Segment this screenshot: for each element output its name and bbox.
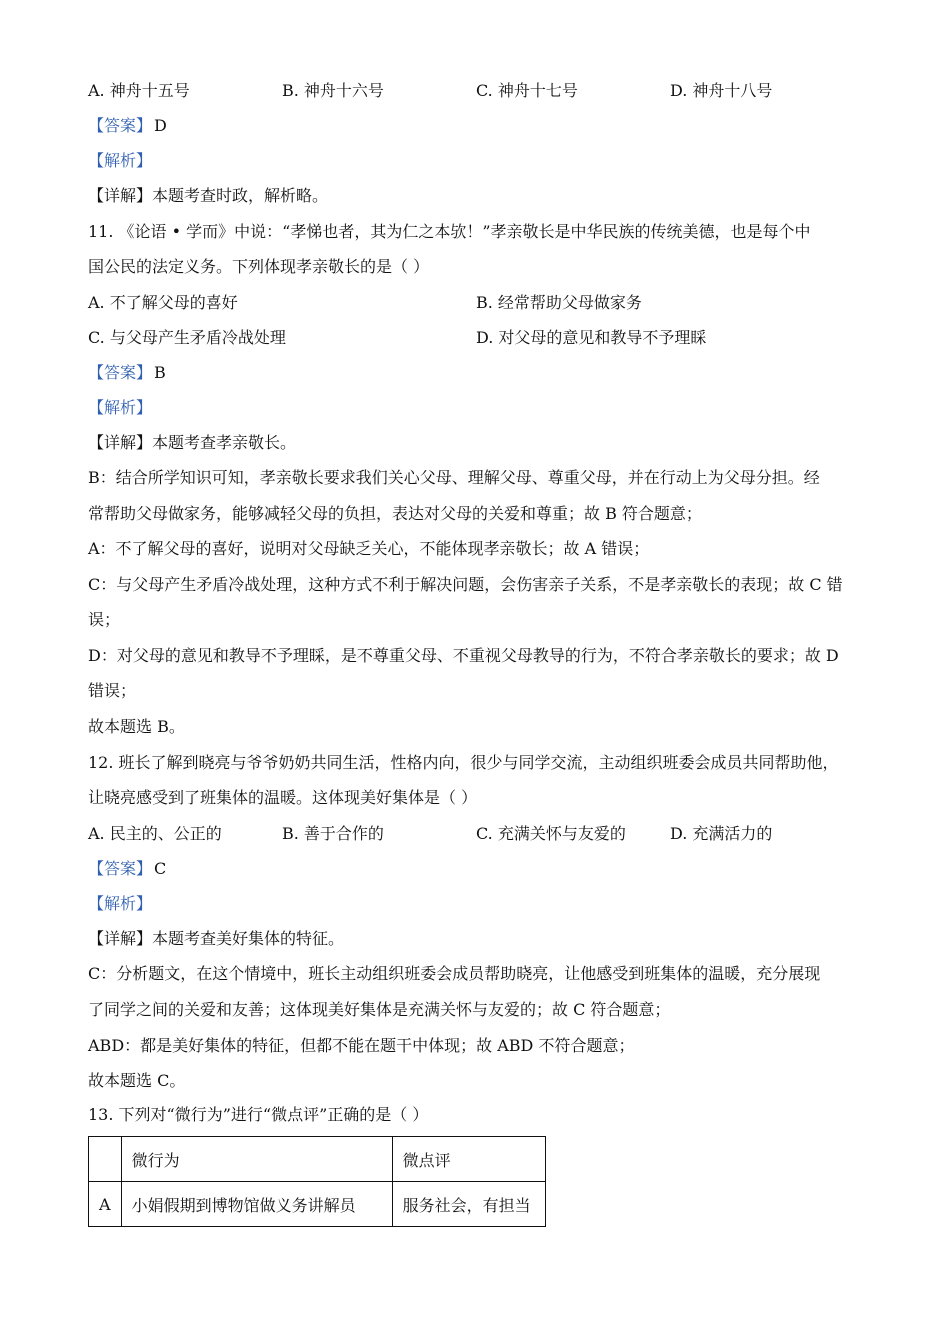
q12-conclusion: 故本题选 C。 [88, 1071, 186, 1090]
q11-option-c: C. 与父母产生矛盾冷战处理 [88, 328, 286, 347]
table-cell: 小娟假期到博物馆做义务讲解员 [121, 1182, 392, 1227]
q12-answer [88, 858, 166, 880]
q10-option-b: B. 神舟十六号 [282, 81, 384, 100]
q11-detail: 【详解】本题考查孝亲敬长。 [88, 433, 297, 452]
answer-value: D [154, 116, 167, 135]
q11-stem-line-2: 国公民的法定义务。下列体现孝亲敬长的是（ ） [88, 257, 430, 276]
q12-option-d: D. 充满活力的 [670, 824, 773, 843]
q10-detail: 【详解】本题考查时政，解析略。 [88, 186, 329, 205]
q10-option-a: A. 神舟十五号 [88, 81, 190, 100]
table-header-cell: 微点评 [392, 1137, 545, 1182]
table-row [89, 1182, 546, 1227]
table-header-row [89, 1137, 546, 1182]
q11-analysis-line: D：对父母的意见和教导不予理睬，是不尊重父母、不重视父母教导的行为，不符合孝亲敬长的要求；故 D [88, 646, 839, 665]
q12-analysis-line: C：分析题文，在这个情境中，班长主动组织班委会成员帮助晓亮，让他感受到班集体的温暖，充分展现 [88, 964, 821, 983]
answer-value: C [154, 859, 167, 878]
q12-stem-line-1: 12. 班长了解到晓亮与爷爷奶奶共同生活，性格内向，很少与同学交流，主动组织班委会成员共同帮助他， [88, 753, 839, 772]
table-header-cell [89, 1137, 122, 1182]
answer-value: B [154, 363, 166, 382]
q11-analysis-line: 误； [88, 610, 121, 629]
answer-tag: 【答案】 [88, 859, 153, 878]
q11-analysis-line: C：与父母产生矛盾冷战处理，这种方式不利于解决问题，会伤害亲子关系，不是孝亲敬长的表现；故 C 错 [88, 575, 843, 594]
q11-option-b: B. 经常帮助父母做家务 [476, 293, 642, 312]
q11-answer [88, 362, 166, 384]
q11-stem-line-1: 11. 《论语 • 学而》中说：“孝悌也者，其为仁之本欤！”孝亲敬长是中华民族的传统美德，也是每个中 [88, 222, 811, 241]
q13-table [88, 1136, 546, 1227]
q10-answer [88, 115, 167, 137]
q11-analysis-line: 常帮助父母做家务，能够减轻父母的负担，表达对父母的关爱和尊重；故 B 符合题意； [88, 504, 702, 523]
q12-analysis-line: ABD：都是美好集体的特征，但都不能在题干中体现；故 ABD 不符合题意； [88, 1036, 635, 1055]
q11-analysis-line: B：结合所学知识可知，孝亲敬长要求我们关心父母、理解父母、尊重父母，并在行动上为父母分担。经 [88, 468, 820, 487]
q12-detail: 【详解】本题考查美好集体的特征。 [88, 929, 345, 948]
q12-analysis-tag: 【解析】 [88, 894, 153, 913]
q11-analysis-line: A：不了解父母的喜好，说明对父母缺乏关心，不能体现孝亲敬长；故 A 错误； [88, 539, 650, 558]
q11-conclusion: 故本题选 B。 [88, 717, 185, 736]
q12-option-c: C. 充满关怀与友爱的 [476, 824, 626, 843]
q10-analysis-tag: 【解析】 [88, 151, 153, 170]
table-header-cell: 微行为 [121, 1137, 392, 1182]
q13-stem: 13. 下列对“微行为”进行“微点评”正确的是（ ） [88, 1105, 429, 1124]
q11-analysis-line: 错误； [88, 681, 137, 700]
q11-analysis-tag: 【解析】 [88, 398, 153, 417]
answer-tag: 【答案】 [88, 116, 153, 135]
q10-option-c: C. 神舟十七号 [476, 81, 578, 100]
table-cell: A [89, 1182, 122, 1227]
q12-option-a: A. 民主的、公正的 [88, 824, 222, 843]
q12-option-b: B. 善于合作的 [282, 824, 384, 843]
table-cell: 服务社会，有担当 [392, 1182, 545, 1227]
q11-option-a: A. 不了解父母的喜好 [88, 293, 238, 312]
q12-analysis-line: 了同学之间的关爱和友善；这体现美好集体是充满关怀与友爱的；故 C 符合题意； [88, 1000, 671, 1019]
q10-option-d: D. 神舟十八号 [670, 81, 773, 100]
answer-tag: 【答案】 [88, 363, 153, 382]
q12-stem-line-2: 让晓亮感受到了班集体的温暖。这体现美好集体是（ ） [88, 788, 478, 807]
q11-option-d: D. 对父母的意见和教导不予理睬 [476, 328, 707, 347]
